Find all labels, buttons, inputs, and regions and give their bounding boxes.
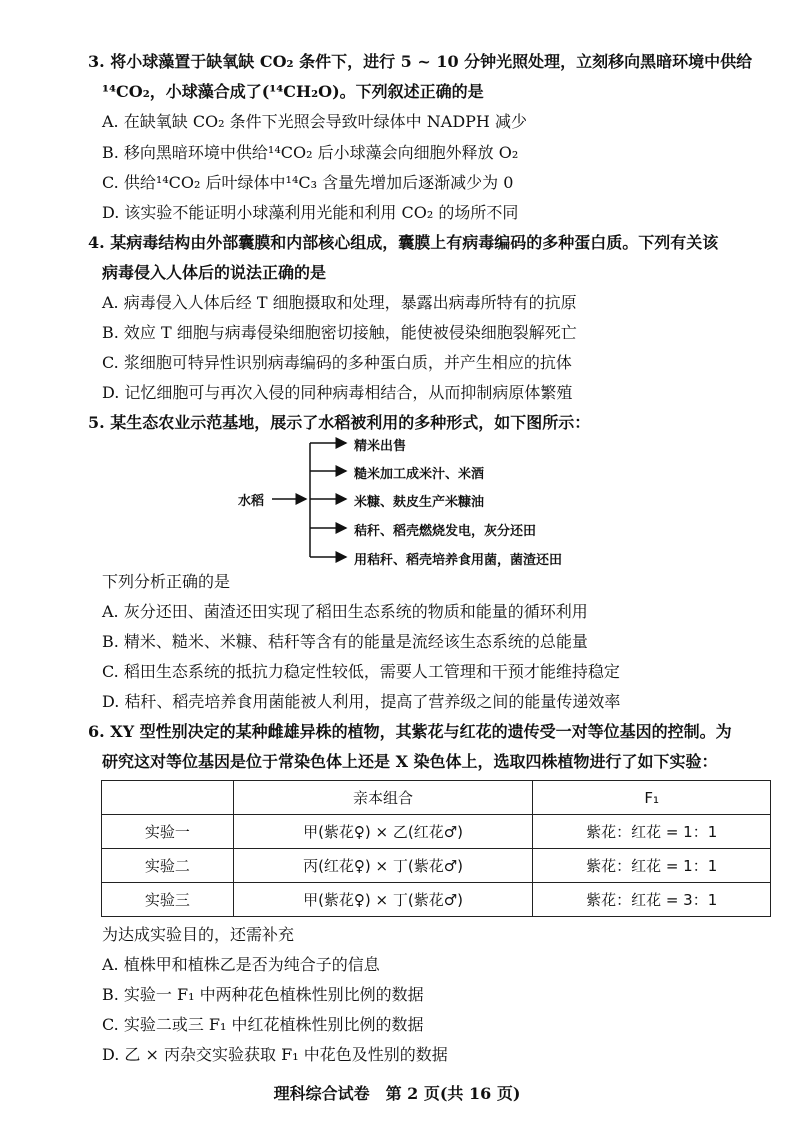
table-cell: 实验一	[102, 815, 234, 849]
diagram-target-3: 米糠、麸皮生产米糠油	[354, 495, 485, 510]
table-header-cell: F₁	[533, 781, 771, 815]
table-cell: 丙(红花♀) × 丁(紫花♂)	[233, 849, 533, 883]
table-row	[102, 815, 771, 849]
table-cell: 实验二	[102, 849, 234, 883]
table-cell: 紫花：红花 = 1：1	[533, 849, 771, 883]
q6-option-b: B. 实验一 F₁ 中两种花色植株性别比例的数据	[102, 985, 424, 1004]
table-header-cell: 亲本组合	[233, 781, 533, 815]
q5-option-a: A. 灰分还田、菌渣还田实现了稻田生态系统的物质和能量的循环利用	[102, 602, 588, 621]
table-cell: 紫花：红花 = 3：1	[533, 883, 771, 917]
table-cell: 甲(紫花♀) × 丁(紫花♂)	[233, 883, 533, 917]
diagram-source-rice: 水稻	[238, 494, 265, 509]
table-header-row	[102, 781, 771, 815]
q3-option-a: A. 在缺氧缺 CO₂ 条件下光照会导致叶绿体中 NADPH 减少	[102, 112, 527, 131]
diagram-target-5: 用秸秆、稻壳培养食用菌，菌渣还田	[354, 553, 563, 568]
q3-option-b: B. 移向黑暗环境中供给¹⁴CO₂ 后小球藻会向细胞外释放 O₂	[102, 143, 519, 162]
rice-usage-diagram	[230, 428, 610, 573]
table-row	[102, 849, 771, 883]
experiment-table	[101, 780, 771, 917]
table-header-cell	[102, 781, 234, 815]
q3-stem-line2: ¹⁴CO₂，小球藻合成了(¹⁴CH₂O)。下列叙述正确的是	[102, 82, 484, 101]
diagram-target-4: 秸秆、稻壳燃烧发电，灰分还田	[354, 524, 537, 539]
q5-option-d: D. 秸秆、稻壳培养食用菌能被人利用，提高了营养级之间的能量传递效率	[102, 692, 621, 711]
q4-option-c: C. 浆细胞可特异性识别病毒编码的多种蛋白质，并产生相应的抗体	[102, 353, 572, 372]
q6-option-c: C. 实验二或三 F₁ 中红花植株性别比例的数据	[102, 1015, 424, 1034]
q6-supplement-stem: 为达成实验目的，还需补充	[102, 925, 295, 944]
q6-option-a: A. 植株甲和植株乙是否为纯合子的信息	[102, 955, 380, 974]
q5-analysis-stem: 下列分析正确的是	[102, 572, 231, 591]
table-row	[102, 883, 771, 917]
q5-option-b: B. 精米、糙米、米糠、秸秆等含有的能量是流经该生态系统的总能量	[102, 632, 588, 651]
q3-option-c: C. 供给¹⁴CO₂ 后叶绿体中¹⁴C₃ 含量先增加后逐渐减少为 0	[102, 173, 514, 192]
q4-stem-line1: 4. 某病毒结构由外部囊膜和内部核心组成，囊膜上有病毒编码的多种蛋白质。下列有关该	[88, 233, 719, 252]
q6-option-d: D. 乙 × 丙杂交实验获取 F₁ 中花色及性别的数据	[102, 1045, 448, 1064]
q5-stem-line1: 5. 某生态农业示范基地，展示了水稻被利用的多种形式，如下图所示：	[88, 413, 591, 432]
table-cell: 紫花：红花 = 1：1	[533, 815, 771, 849]
q3-option-d: D. 该实验不能证明小球藻利用光能和利用 CO₂ 的场所不同	[102, 203, 519, 222]
q4-option-b: B. 效应 T 细胞与病毒侵染细胞密切接触，能使被侵染细胞裂解死亡	[102, 323, 577, 342]
q6-stem-line1: 6. XY 型性别决定的某种雌雄异株的植物，其紫花与红花的遗传受一对等位基因的控制。为	[88, 722, 732, 741]
table-cell: 实验三	[102, 883, 234, 917]
q4-stem-line2: 病毒侵入人体后的说法正确的是	[102, 263, 327, 282]
diagram-target-1: 精米出售	[354, 439, 407, 454]
q4-option-a: A. 病毒侵入人体后经 T 细胞摄取和处理，暴露出病毒所特有的抗原	[102, 293, 577, 312]
q6-stem-line2: 研究这对等位基因是位于常染色体上还是 X 染色体上，选取四株植物进行了如下实验：	[102, 752, 718, 771]
q3-stem-line1: 3. 将小球藻置于缺氧缺 CO₂ 条件下，进行 5 ~ 10 分钟光照处理，立刻移向黑暗环境中供给	[88, 52, 753, 71]
q5-option-c: C. 稻田生态系统的抵抗力稳定性较低，需要人工管理和干预才能维持稳定	[102, 662, 620, 681]
diagram-target-2: 糙米加工成米汁、米酒	[354, 467, 485, 482]
page-footer: 理科综合试卷 第 2 页(共 16 页)	[273, 1084, 521, 1103]
q4-option-d: D. 记忆细胞可与再次入侵的同种病毒相结合，从而抑制病原体繁殖	[102, 383, 573, 402]
table-cell: 甲(紫花♀) × 乙(红花♂)	[233, 815, 533, 849]
